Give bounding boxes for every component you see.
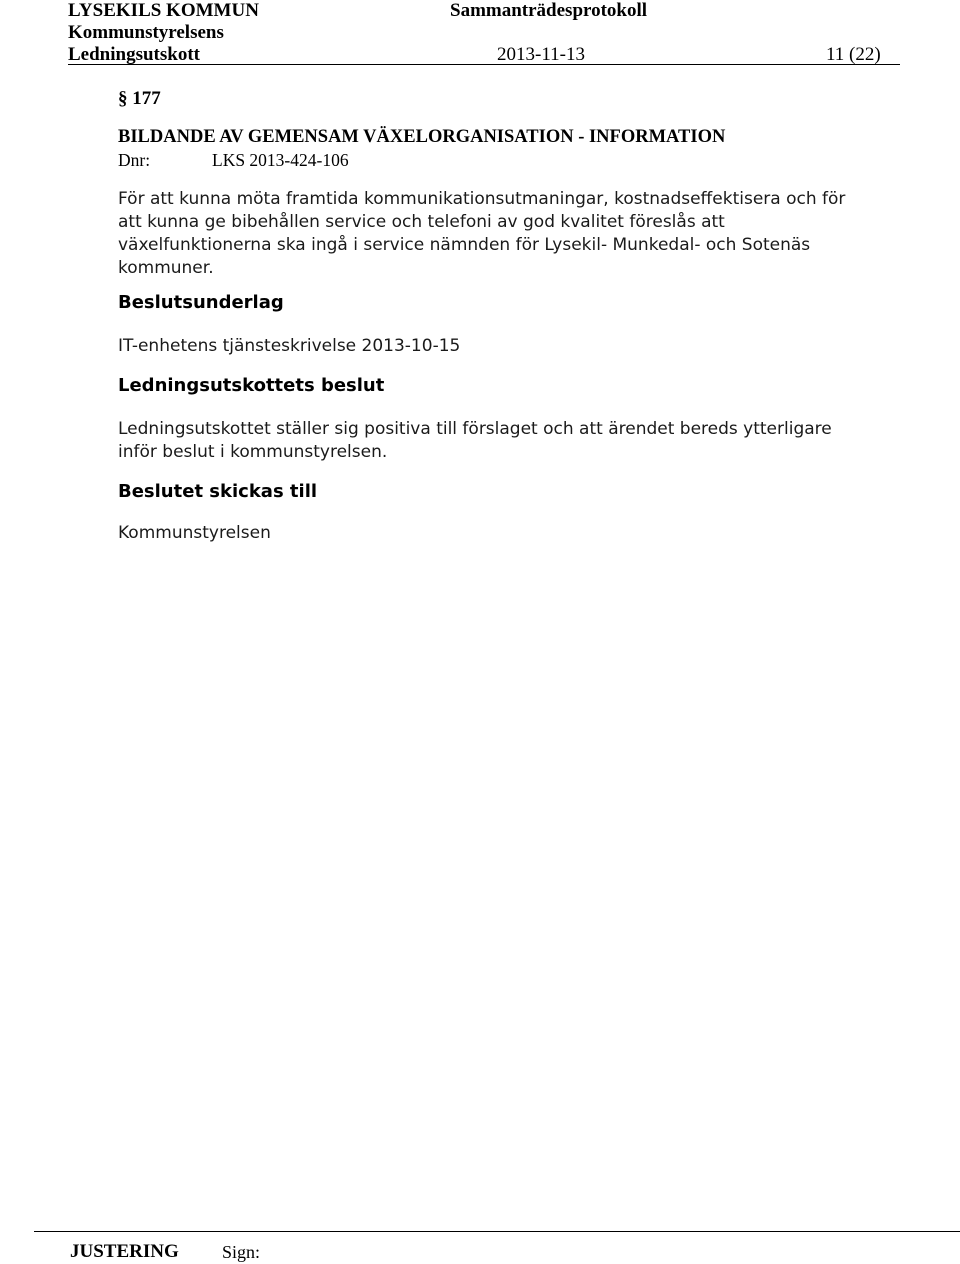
committee-name: Ledningsutskott <box>68 44 200 65</box>
board-name: Kommunstyrelsens <box>68 22 224 43</box>
intro-line: För att kunna möta framtida kommunikationsutmaningar, kostnadseffektisera och för <box>118 189 846 209</box>
decision-paragraph <box>118 418 832 464</box>
footer-sign-label: Sign: <box>222 1242 261 1262</box>
basis-heading: Beslutsunderlag <box>118 292 284 313</box>
header-rule <box>68 64 900 65</box>
intro-line: kommuner. <box>118 258 214 278</box>
intro-line: växelfunktionerna ska ingå i service nämnden för Lysekil- Munkedal- och Sotenäs <box>118 235 811 255</box>
dnr-label: Dnr: <box>118 150 151 170</box>
dnr-value: LKS 2013-424-106 <box>212 150 349 170</box>
intro-line: att kunna ge bibehållen service och telefoni av god kvalitet föreslås att <box>118 212 725 232</box>
footer-rule <box>34 1231 960 1232</box>
municipality-name: LYSEKILS KOMMUN <box>68 0 259 21</box>
document-type: Sammanträdesprotokoll <box>450 0 648 21</box>
paragraph-marker <box>118 88 161 110</box>
meeting-date: 2013-11-13 <box>497 44 585 65</box>
footer-justering-label: JUSTERING <box>70 1241 179 1262</box>
paragraph-number: 177 <box>132 88 161 109</box>
basis-text: IT-enhetens tjänsteskrivelse 2013-10-15 <box>118 336 461 356</box>
section-symbol-icon: § <box>118 88 128 109</box>
intro-paragraph <box>118 188 845 280</box>
decision-line: inför beslut i kommunstyrelsen. <box>118 442 388 462</box>
decision-heading: Ledningsutskottets beslut <box>118 375 385 396</box>
page-number: 11 (22) <box>826 44 881 65</box>
decision-line: Ledningsutskottet ställer sig positiva till förslaget och att ärendet bereds ytterligare <box>118 419 832 439</box>
sent-to-heading: Beslutet skickas till <box>118 481 318 502</box>
matter-title: BILDANDE AV GEMENSAM VÄXELORGANISATION - INFORMATION <box>118 127 726 147</box>
sent-to-recipient: Kommunstyrelsen <box>118 523 271 543</box>
